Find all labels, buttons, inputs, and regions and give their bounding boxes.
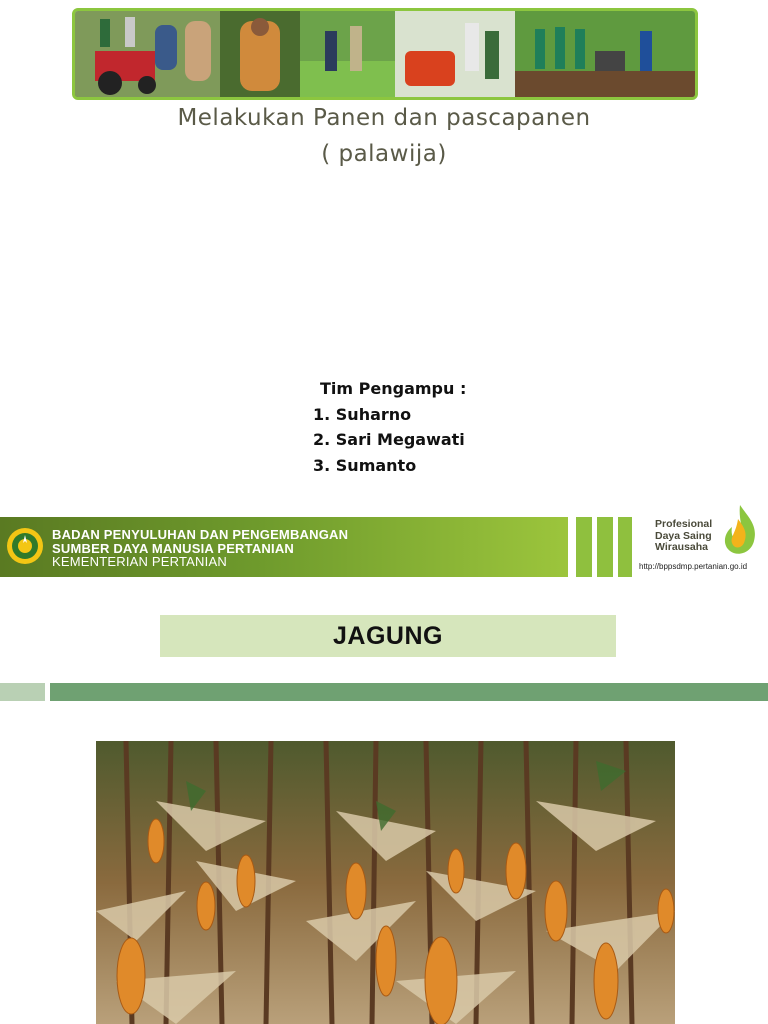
tagline bbox=[655, 519, 712, 554]
section-title-box bbox=[160, 615, 616, 657]
divider-bar bbox=[50, 683, 768, 701]
team-list bbox=[313, 376, 466, 478]
presentation-title bbox=[0, 100, 768, 172]
divider-accent bbox=[0, 683, 45, 701]
organization-name bbox=[52, 528, 348, 569]
title-line-1: Melakukan Panen dan pascapanen bbox=[177, 105, 591, 131]
tagline-line-1: Profesional bbox=[655, 518, 713, 530]
website-url: http://bppsdmp.pertanian.go.id bbox=[639, 562, 748, 571]
tagline-line-2: Daya Saing bbox=[655, 529, 712, 542]
footer-stripe bbox=[618, 517, 632, 577]
footer-stripe bbox=[597, 517, 613, 577]
title-line-2: ( palawija) bbox=[321, 141, 447, 167]
corn-field-photo bbox=[96, 741, 675, 1024]
ministry-emblem-icon bbox=[6, 527, 44, 565]
footer-stripe bbox=[576, 517, 592, 577]
flame-logo-icon bbox=[718, 503, 762, 559]
team-member-3: 3. Sumanto bbox=[313, 455, 417, 475]
org-line-2: SUMBER DAYA MANUSIA PERTANIAN bbox=[52, 540, 294, 556]
team-member-1: 1. Suharno bbox=[313, 404, 412, 424]
org-line-1: BADAN PENYULUHAN DAN PENGEMBANGAN bbox=[52, 527, 349, 542]
team-member-2: 2. Sari Megawati bbox=[313, 430, 465, 449]
section-title: JAGUNG bbox=[333, 622, 443, 650]
team-heading: Tim Pengampu : bbox=[320, 379, 467, 398]
tagline-line-3: Wirausaha bbox=[655, 541, 709, 553]
header-banner-photo bbox=[72, 8, 698, 100]
footer-green-block bbox=[0, 517, 568, 577]
org-line-3: KEMENTERIAN PERTANIAN bbox=[52, 554, 227, 569]
